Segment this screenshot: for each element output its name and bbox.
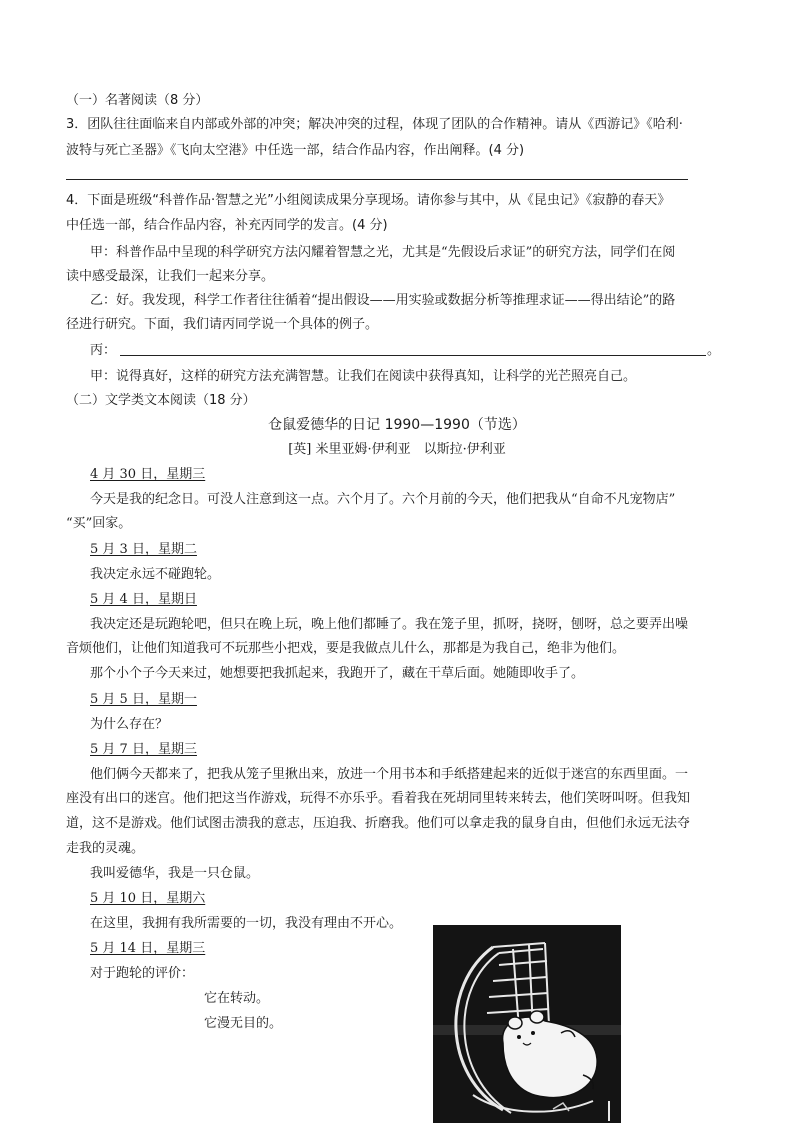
q4-jia-closing: 甲：说得真好，这样的研究方法充满智慧。让我们在阅读中获得真知，让科学的光芒照亮自己。 <box>90 369 637 384</box>
entry-date: 5 月 10 日，星期六 <box>90 891 206 906</box>
hamster-wheel-icon <box>433 925 621 1123</box>
entry-date: 5 月 5 日，星期一 <box>90 692 197 707</box>
hamster-wheel-illustration <box>433 925 621 1123</box>
entry-line: 座没有出口的迷宫。他们把这当作游戏，玩得不亦乐乎。看着我在死胡同里转来转去，他们笑呀叫呀。但我知 <box>66 791 691 806</box>
q4-bing-end: 。 <box>707 343 721 358</box>
entry-line: 音烦他们，让他们知道我可不玩那些小把戏，要是我做点儿什么，那都是为我自己，绝非为他们。 <box>66 641 626 656</box>
q4-jia-line-1: 甲：科普作品中呈现的科学研究方法闪耀着智慧之光，尤其是“先假设后求证”的研究方法，同学们在阅 <box>90 245 676 260</box>
q4-jia-line-2: 读中感受最深，让我们一起来分享。 <box>66 269 275 284</box>
entry-date: 5 月 4 日，星期日 <box>90 592 197 607</box>
story-author <box>0 441 794 459</box>
entry-line: 我决定永远不碰跑轮。 <box>90 567 221 582</box>
q4-bing-label: 丙： <box>90 343 117 358</box>
q4-bing-answer-line[interactable] <box>120 355 706 356</box>
entry-date: 4 月 30 日，星期三 <box>90 467 206 482</box>
q3-line-1: 3．团队往往面临来自内部或外部的冲突；解决冲突的过程，体现了团队的合作精神。请从《西游记》《哈利· <box>66 117 683 132</box>
entry-line: 它漫无目的。 <box>204 1016 283 1031</box>
entry-line: 为什么存在？ <box>90 717 169 732</box>
entry-date: 5 月 7 日，星期三 <box>90 742 197 757</box>
entry-date: 5 月 14 日，星期三 <box>90 941 206 956</box>
entry-line: 走我的灵魂。 <box>66 841 145 856</box>
entry-line: 他们俩今天都来了，把我从笼子里揪出来，放进一个用书本和手纸搭建起来的近似于迷宫的东西里面。一 <box>90 767 689 782</box>
author-nationality: [英] <box>288 442 312 457</box>
entry-line: 对于跑轮的评价： <box>90 966 195 981</box>
entry-line: 道，这不是游戏。他们试图击溃我的意志，压迫我、折磨我。他们可以拿走我的鼠身自由，但他们永远无法夺 <box>66 816 691 831</box>
entry-line: 我决定还是玩跑轮吧，但只在晚上玩，晚上他们都睡了。我在笼子里，抓呀，挠呀，刨呀，总之要弄出噪 <box>90 617 689 632</box>
section1-heading: （一）名著阅读（8 分） <box>66 93 209 108</box>
entry-date: 5 月 3 日，星期二 <box>90 542 197 557</box>
q4-line-2: 中任选一部，结合作品内容，补充丙同学的发言。(4 分) <box>66 218 388 233</box>
story-title: 仓鼠爱德华的日记 1990—1990（节选） <box>268 417 526 433</box>
entry-line: 今天是我的纪念日。可没人注意到这一点。六个月了。六个月前的今天，他们把我从“自命不凡宠物店” <box>90 492 676 507</box>
q4-yi-line-1: 乙：好。我发现，科学工作者往往循着“提出假设——用实验或数据分析等推理求证——得出结论”的路 <box>90 293 676 308</box>
entry-line: 它在转动。 <box>204 991 270 1006</box>
q4-line-1: 4．下面是班级“科普作品·智慧之光”小组阅读成果分享现场。请你参与其中，从《昆虫记》《寂静的春天》 <box>66 193 671 208</box>
q4-yi-line-2: 径进行研究。下面，我们请丙同学说一个具体的例子。 <box>66 317 379 332</box>
entry-line: 那个小个子今天来过，她想要把我抓起来，我跑开了，藏在干草后面。她随即收手了。 <box>90 666 585 681</box>
entry-line: 我叫爱德华，我是一只仓鼠。 <box>90 866 260 881</box>
entry-line: “买”回家。 <box>66 516 132 531</box>
section2-heading: （二）文学类文本阅读（18 分） <box>66 393 256 408</box>
author-names: 米里亚姆·伊利亚 以斯拉·伊利亚 <box>315 442 506 457</box>
entry-line: 在这里，我拥有我所需要的一切，我没有理由不开心。 <box>90 916 403 931</box>
q3-answer-line[interactable] <box>66 179 688 180</box>
q3-line-2: 波特与死亡圣器》《飞向太空港》中任选一部，结合作品内容，作出阐释。(4 分) <box>66 143 525 158</box>
